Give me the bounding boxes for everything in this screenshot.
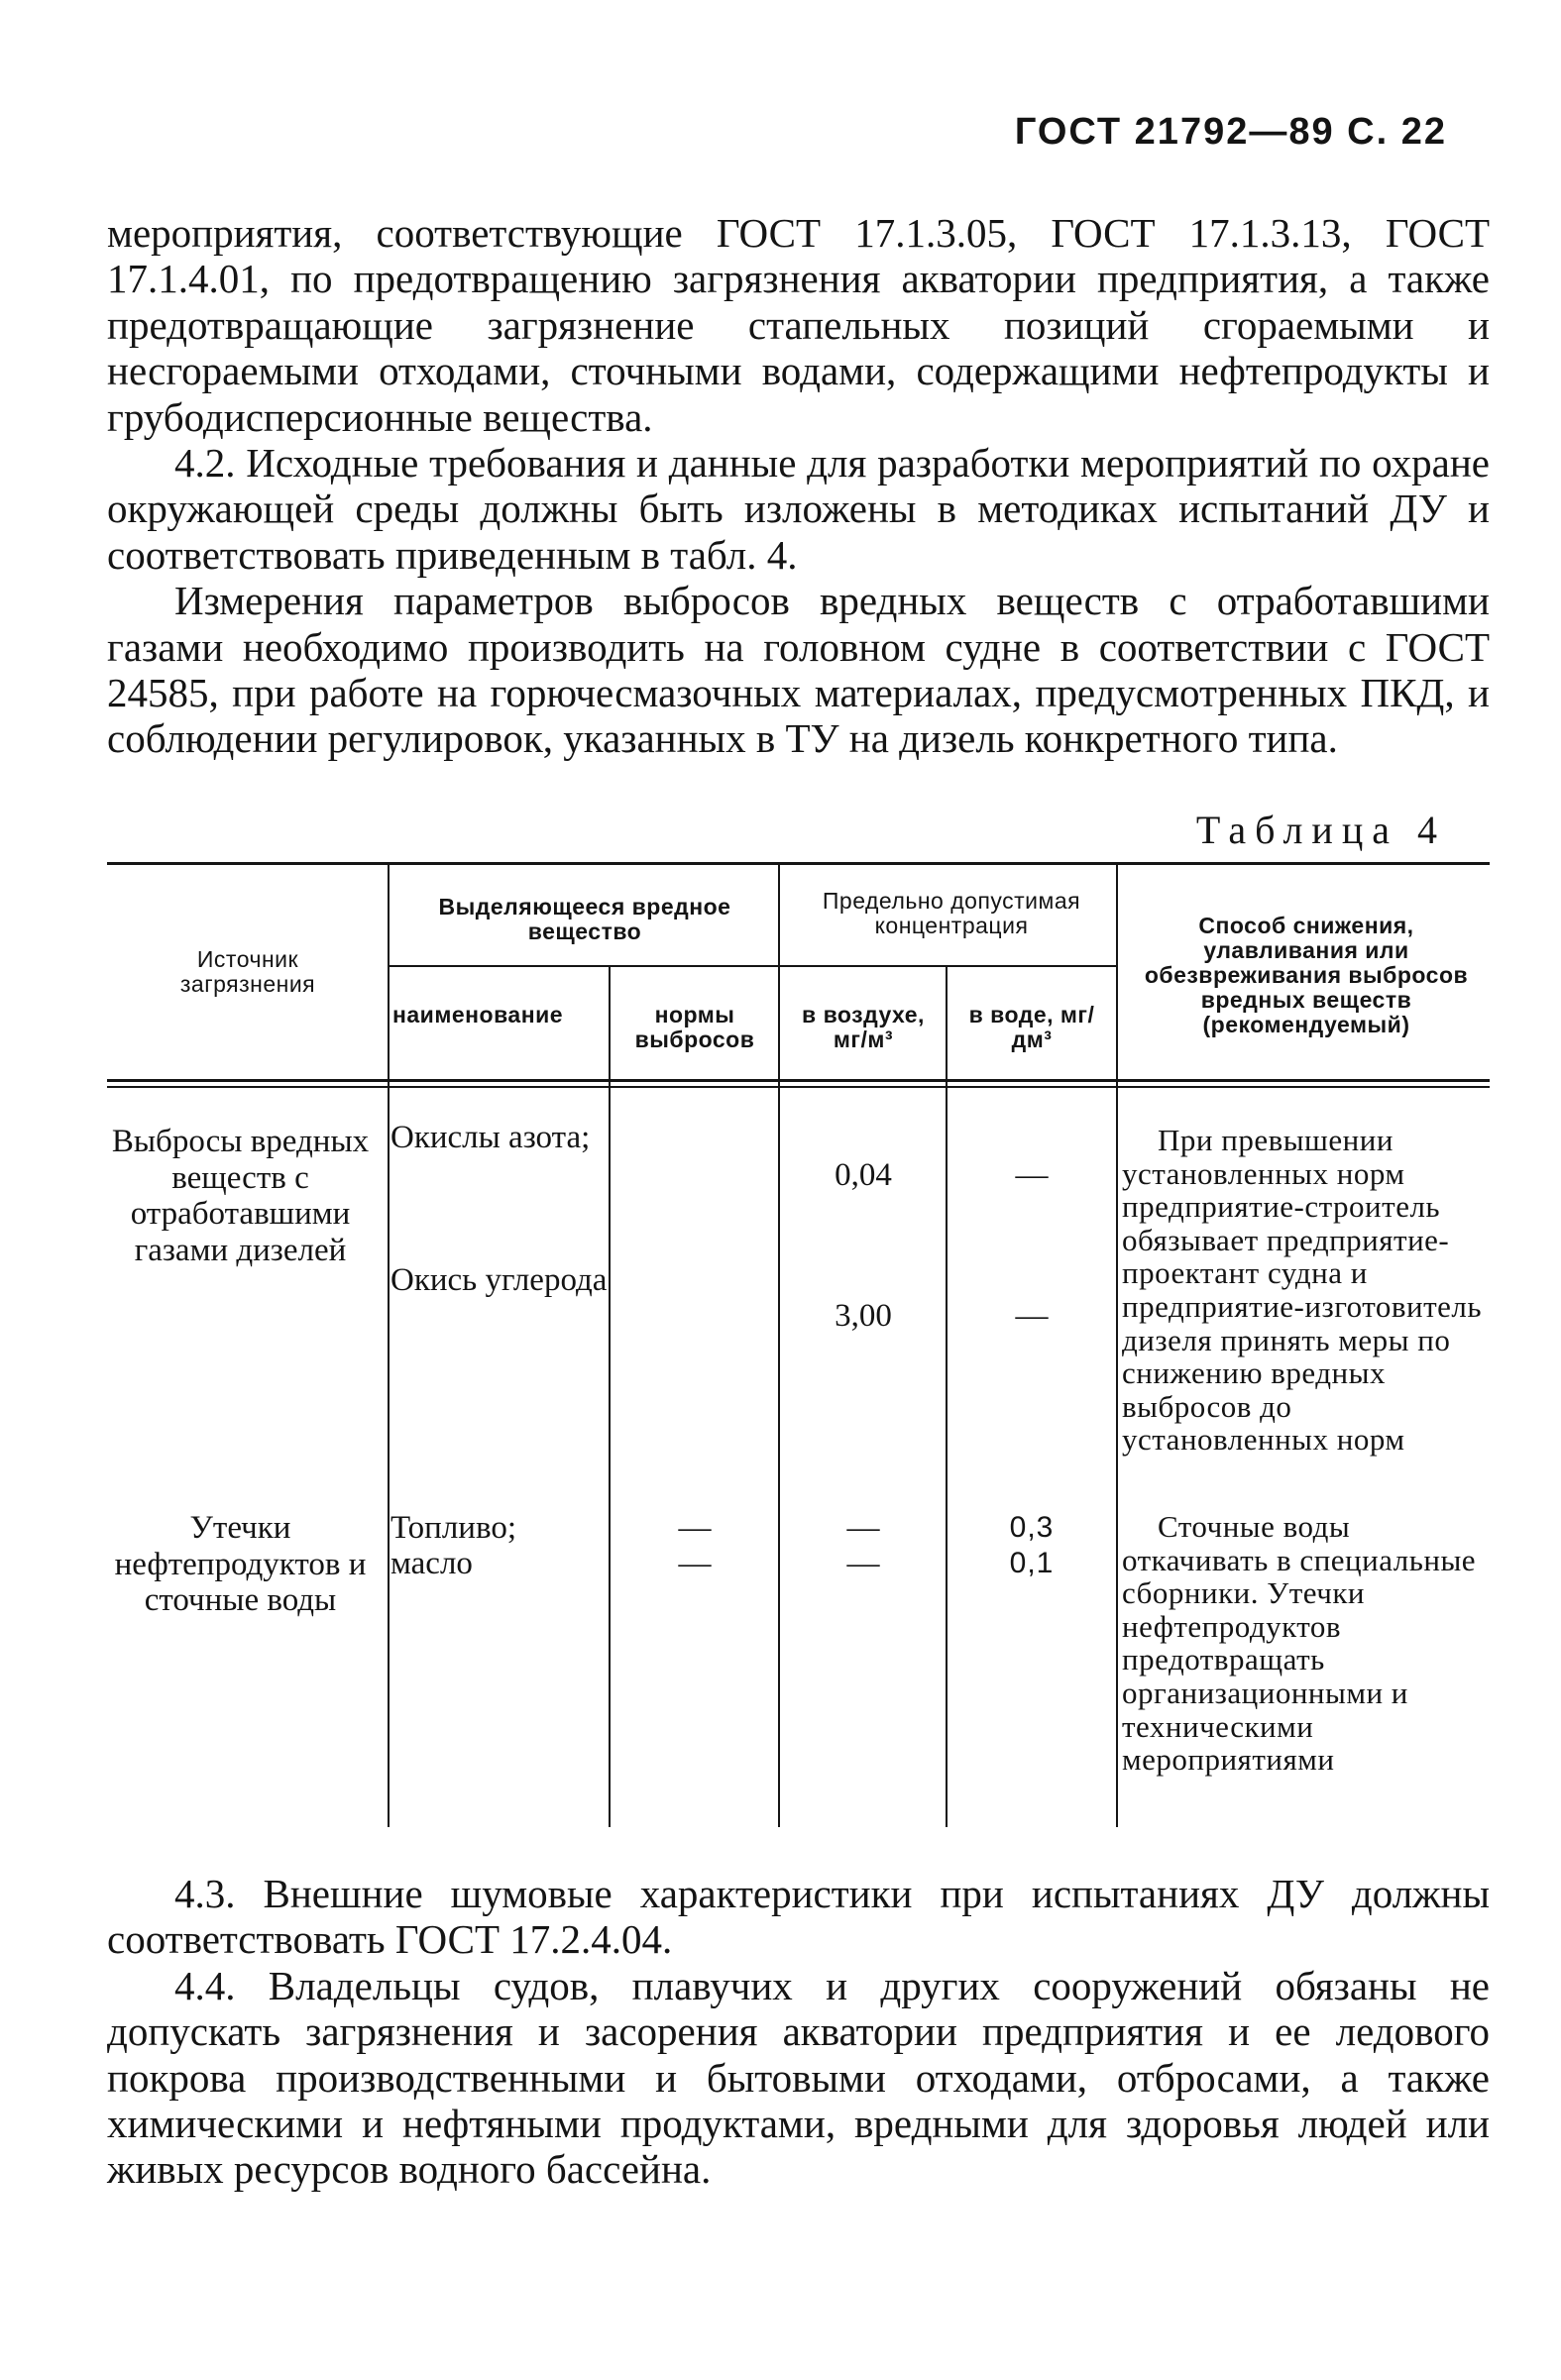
row-2-substance-1-air: — <box>846 1510 880 1546</box>
row-1-substance-2-name <box>390 1262 609 1299</box>
text-block-top <box>107 210 1490 762</box>
row-2-substance-1-name <box>390 1510 609 1547</box>
row-1-substance-1-name <box>390 1120 609 1156</box>
row-1-source-text: Выбросы вредных веществ с отработавшими газами дизелей <box>111 1124 370 1268</box>
col-divider-1 <box>388 864 390 1827</box>
table-caption: Таблица 4 <box>1195 808 1446 852</box>
row-2-substance-2-name <box>390 1546 609 1582</box>
header-source: Источник загрязнения <box>179 946 316 997</box>
row-1-substance-1-air: 0,04 <box>835 1157 892 1193</box>
substance-name-fuel: Топливо; <box>390 1510 516 1546</box>
text-block-bottom <box>107 1871 1490 2193</box>
paragraph-4-3: 4.3. Внешние шумовые характеристики при испытаниях ДУ должны соответствовать ГОСТ 17.2.4.04. <box>107 1871 1490 1963</box>
col-divider-2 <box>609 967 611 1827</box>
table-top-rule <box>107 862 1490 865</box>
header-emission-norms: нормы выбросов <box>634 1002 755 1052</box>
header-substance-group: Выделяющееся вредное вещество <box>438 894 731 944</box>
page-header: ГОСТ 21792—89 С. 22 <box>1014 111 1447 153</box>
row-2-source <box>109 1510 372 1619</box>
header-method: Способ снижения, улавливания или обезвреживания выбросов вредных веществ (рекомендуемый) <box>1144 913 1469 1037</box>
header-bottom-rule-2 <box>107 1086 1490 1088</box>
row-1-substance-2-water: — <box>1015 1298 1049 1334</box>
row-2-substance-2-air: — <box>846 1546 880 1581</box>
row-1-method-text: При превышении установленных норм предприятие-строитель обязывает предприятие-проектант судна и предприятие-изготовитель дизеля принять меры по снижению вредных выбросов до установленных норм <box>1122 1123 1483 1458</box>
substance-name-nitrogen-oxides: Окислы азота; <box>390 1120 591 1155</box>
paragraph-continuation: мероприятия, соответствующие ГОСТ 17.1.3.05, ГОСТ 17.1.3.13, ГОСТ 17.1.4.01, по предотвращению загрязнения акватории предприятия, а также предотвращающие загрязнение стапельных позиций сгораемыми и несгораемыми отходами, сточными водами, содержащими нефтепродукты и грубодисперсионные вещества. <box>107 210 1490 440</box>
row-2-method <box>1122 1510 1497 1777</box>
row-2-substance-2-norm: — <box>678 1546 712 1581</box>
paragraph-measurements: Измерения параметров выбросов вредных веществ с отработавшими газами необходимо производить на головном судне в соответствии с ГОСТ 24585, при работе на горючесмазочных материалах, предусмотренных ПКД, и соблюдении регулировок, указанных в ТУ на дизель конкретного типа. <box>107 578 1490 762</box>
row-2-source-text: Утечки нефтепродуктов и сточные воды <box>114 1510 367 1618</box>
row-2-substance-1-water: 0,3 <box>1009 1511 1055 1544</box>
header-mpc-group: Предельно допустимая концентрация <box>822 888 1081 938</box>
row-2-substance-2-water: 0,1 <box>1009 1547 1055 1579</box>
substance-subheader-rule <box>390 965 780 967</box>
header-bottom-rule <box>107 1079 1490 1082</box>
mpc-subheader-rule <box>780 965 1117 967</box>
col-divider-3 <box>778 864 780 1827</box>
substance-name-oil: масло <box>390 1546 473 1581</box>
row-1-source <box>109 1124 372 1268</box>
header-substance-name: наименование <box>392 1002 564 1028</box>
header-mpc-water: в воде, мг/дм³ <box>968 1002 1095 1052</box>
row-2-substance-1-norm: — <box>678 1510 712 1546</box>
paragraph-4-2: 4.2. Исходные требования и данные для разработки мероприятий по охране окружающей среды должны быть изложены в методиках испытаний ДУ и соответствовать приведенным в табл. 4. <box>107 440 1490 578</box>
row-2-method-text: Сточные воды откачивать в специальные сборники. Утечки нефтепродуктов предотвращать организационными и техническими мероприятиями <box>1122 1509 1477 1778</box>
substance-name-carbon-monoxide: Окись углерода <box>390 1262 608 1298</box>
paragraph-4-4: 4.4. Владельцы судов, плавучих и других сооружений обязаны не допускать загрязнения и засорения акватории предприятия и ее ледового покрова производственными и бытовыми отходами, отбросами, а также химическими и нефтяными продуктами, вредными для здоровья людей или живых ресурсов водного бассейна. <box>107 1962 1490 2193</box>
col-divider-5 <box>1116 864 1118 1827</box>
row-1-method <box>1122 1124 1497 1457</box>
header-mpc-air: в воздухе, мг/м³ <box>802 1002 925 1052</box>
row-1-substance-1-water: — <box>1015 1157 1049 1193</box>
col-divider-4 <box>946 967 948 1827</box>
row-1-substance-2-air: 3,00 <box>835 1298 892 1334</box>
